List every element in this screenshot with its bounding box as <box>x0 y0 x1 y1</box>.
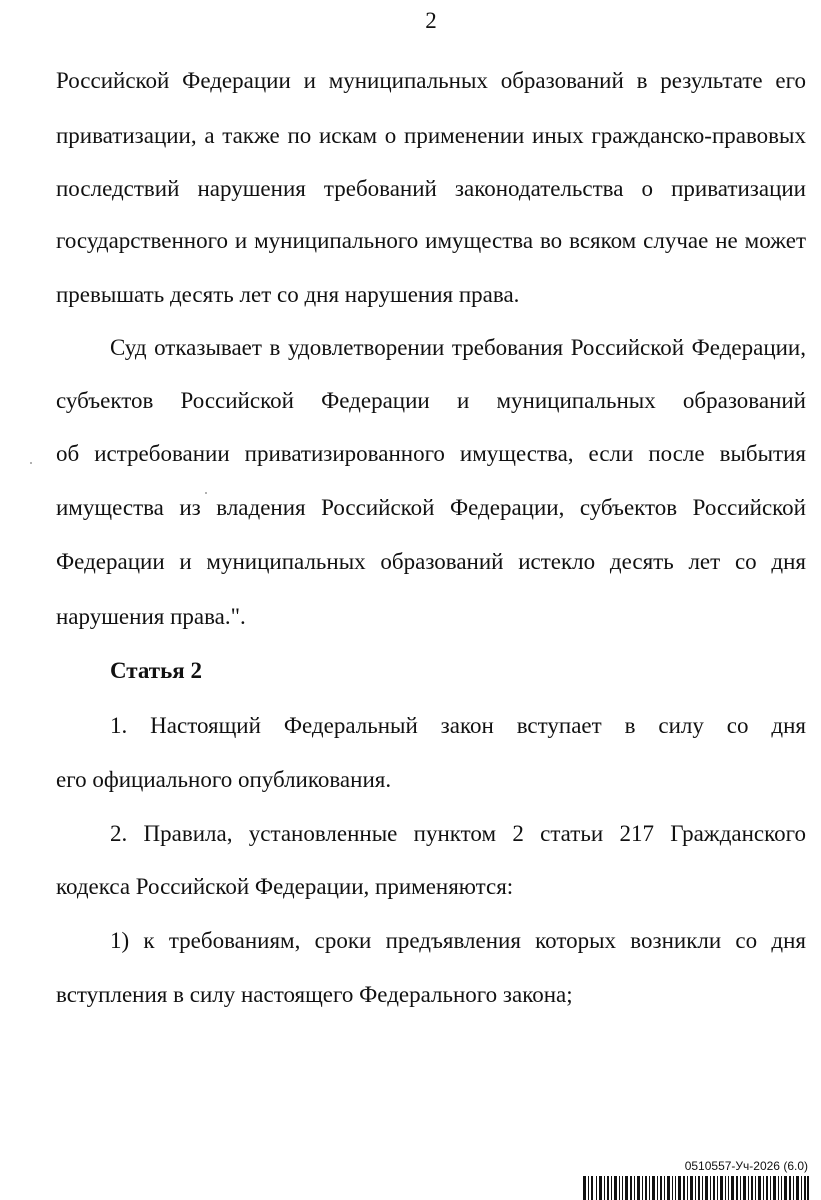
paragraph-line: последствий нарушения требований законодательства о приватизации <box>56 176 806 201</box>
paragraph-line: субъектов Российской Федерации и муниципальных образований <box>56 388 806 413</box>
paragraph-line: кодекса Российской Федерации, применяются: <box>56 874 514 899</box>
scan-speck <box>30 462 32 464</box>
paragraph-line: 2. Правила, установленные пунктом 2 статьи 217 Гражданского <box>110 821 806 846</box>
paragraph-line: Российской Федерации и муниципальных образований в результате его <box>56 68 806 93</box>
document-code: 0510557-Уч-2026 (6.0) <box>684 1159 808 1173</box>
article-heading: Статья 2 <box>110 658 202 683</box>
paragraph-line: об истребовании приватизированного имущества, если после выбытия <box>56 441 806 466</box>
paragraph-line: 1) к требованиям, сроки предъявления которых возникли со дня <box>110 928 806 953</box>
barcode <box>583 1176 809 1200</box>
paragraph-line: его официального опубликования. <box>56 767 392 792</box>
paragraph-line: вступления в силу настоящего Федерального закона; <box>56 982 573 1007</box>
paragraph-line: превышать десять лет со дня нарушения права. <box>56 282 520 307</box>
paragraph-line: Федерации и муниципальных образований истекло десять лет со дня <box>56 549 806 574</box>
paragraph-line: имущества из владения Российской Федерации, субъектов Российской <box>56 495 806 520</box>
scan-speck <box>205 492 207 494</box>
page-number: 2 <box>425 8 437 33</box>
paragraph-line: приватизации, а также по искам о применении иных гражданско-правовых <box>56 123 806 148</box>
paragraph-line: 1. Настоящий Федеральный закон вступает в силу со дня <box>110 713 806 738</box>
paragraph-line: Суд отказывает в удовлетворении требования Российской Федерации, <box>110 335 806 360</box>
paragraph-line: нарушения права.". <box>56 604 246 629</box>
paragraph-line: государственного и муниципального имущества во всяком случае не может <box>56 228 806 253</box>
